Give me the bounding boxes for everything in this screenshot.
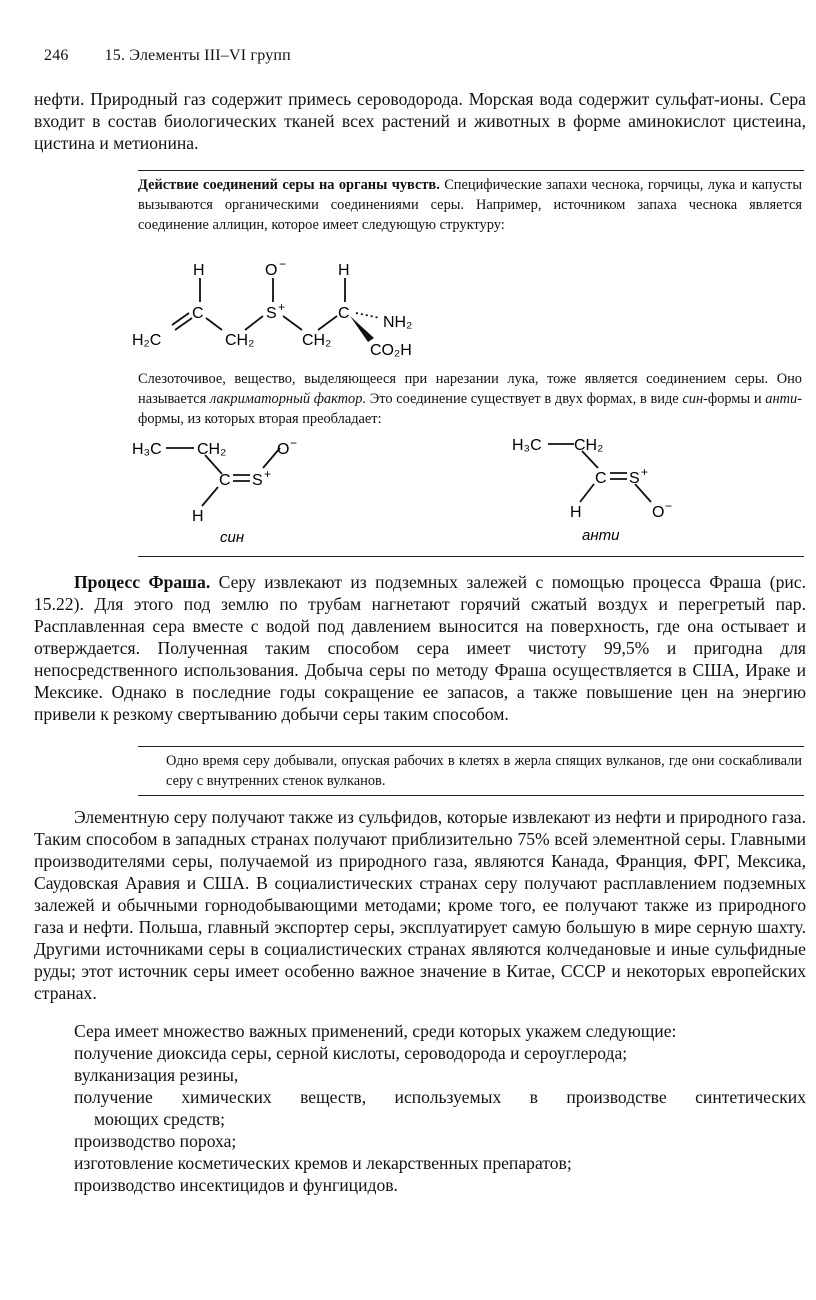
syn-c: C — [219, 472, 231, 489]
box1-text: Специфические запахи чеснока, горчицы, лука и капусты вызываются органическими соединениями серы. Например, источником запаха чеснока является соединение аллицин, которое имеет следующую структуру: — [138, 177, 802, 233]
volcano-box: Одно время серу добывали, опуская рабочих в клетях в жерла спящих вулканов, где они соскабливали серу с внутренних стенок вулканов. — [166, 753, 802, 789]
allicin-h2c: H₂C — [132, 332, 162, 349]
allicin-co2h: CO₂H — [370, 342, 412, 359]
box1-bottom-rule — [138, 556, 804, 557]
anti-h: H — [570, 504, 582, 521]
allicin-c2: C — [338, 305, 350, 322]
allicin-ch2-b: CH₂ — [302, 332, 332, 349]
allicin-s: S — [266, 305, 277, 322]
uses-intro: Сера имеет множество важных применений, среди которых укажем следующие: — [74, 1021, 677, 1041]
uses-list — [74, 1020, 806, 1196]
anti-o: O — [652, 504, 665, 521]
list-item: изготовление косметических кремов и лекарственных препаратов; — [74, 1153, 572, 1173]
anti-h3c: H₃C — [512, 437, 542, 454]
chapter-title: 15. Элементы III–VI групп — [104, 47, 291, 64]
box1-title: Действие соединений серы на органы чувств. — [138, 177, 440, 193]
syn-o: O — [277, 441, 290, 458]
svg-text:−: − — [665, 499, 673, 513]
allicin-structure — [130, 258, 430, 368]
anti-ch2: CH₂ — [574, 437, 604, 454]
syn-ch2: CH₂ — [197, 441, 227, 458]
svg-text:−: − — [290, 436, 298, 450]
list-item: моющих средств; — [94, 1109, 226, 1129]
syn-s: S — [252, 472, 263, 489]
box1-top-rule — [138, 170, 804, 171]
allicin-o: O — [265, 262, 278, 279]
list-item: вулканизация резины, — [74, 1065, 239, 1085]
anti-c: C — [595, 470, 607, 487]
box2-bottom-rule — [138, 795, 804, 796]
page-number: 246 — [44, 47, 69, 64]
anti-structure — [510, 432, 710, 547]
list-item: производство инсектицидов и фунгицидов. — [74, 1175, 398, 1195]
frasch-title: Процесс Фраша. — [74, 572, 211, 592]
allicin-s-plus: + — [278, 300, 286, 314]
syn-h: H — [192, 508, 204, 525]
svg-text:+: + — [641, 465, 649, 479]
allicin-c1: C — [192, 305, 204, 322]
list-item: получение химических веществ, используемых в производстве синтетических — [74, 1087, 806, 1107]
frasch-paragraph — [34, 571, 806, 725]
syn-label: син — [220, 529, 245, 546]
intro-paragraph: нефти. Природный газ содержит примесь сероводорода. Морская вода содержит сульфат-ионы. Сера входит в состав биологических тканей всех растений и животных в форме аминокислот цистеина, цистина и метионина. — [34, 89, 806, 153]
allicin-ch2-a: CH₂ — [225, 332, 255, 349]
frasch-text: Серу извлекают из подземных залежей с помощью процесса Фраша (рис. 15.22). Для этого под землю по трубам нагнетают горячий сжатый воздух и перегретый пар. Расплавленная сера вместе с водой под давлением выносится на поверхность, где она остывает и отверждается. Полученная таким способом сера имеет чистоту 99,5% и пригодна для непосредственного использования. Добыча серы по методу Фраша осуществляется в США, Ираке и Мексике. Однако в последние годы сокращение ее запасов, а также повышение цен на энергию привели к резкому свертыванию добычи серы таким способом. — [34, 572, 806, 724]
lachrymatory-text: Слезоточивое, вещество, выделяющееся при нарезании лука, тоже является соединением серы. Оно называется лакриматорный фактор. Это соединение существует в двух формах, в виде син-формы и анти-формы, из которых вторая преобладает: — [138, 371, 803, 427]
anti-s: S — [629, 470, 640, 487]
anti-label: анти — [582, 527, 620, 544]
list-item: получение диоксида серы, серной кислоты, сероводорода и сероуглерода; — [74, 1043, 628, 1063]
main-paragraph: Элементную серу получают также из сульфидов, которые извлекают из нефти и природного газа. Таким способом в западных странах получают приблизительно 75% всей элементной серы. Главными производителями серы, получаемой из природного газа, являются Канада, Франция, ФРГ, Мексика, Саудовская Аравия и США. В социалистических странах серу получают расплавлением подземных залежей и обычными горнодобывающими методами; кроме того, ее получают также из природного газа и нефти. Польша, главный экспортер серы, эксплуатирует самую большую в мире серную шахту. Другими источниками серы в социалистических странах являются колчедановые и иные сульфидные руды; этот источник серы имеет особенно важное значение в Китае, СССР и некоторых европейских странах. — [34, 807, 806, 1003]
allicin-box — [138, 175, 802, 235]
box2-top-rule — [138, 746, 804, 747]
allicin-o-minus: − — [279, 258, 287, 271]
allicin-h2: H — [338, 262, 350, 279]
allicin-nh2: NH₂ — [383, 314, 413, 331]
syn-structure — [130, 432, 330, 547]
svg-text:+: + — [264, 467, 272, 481]
page-header — [44, 47, 291, 65]
list-item: производство пороха; — [74, 1131, 237, 1151]
allicin-h1: H — [193, 262, 205, 279]
syn-h3c: H₃C — [132, 441, 162, 458]
